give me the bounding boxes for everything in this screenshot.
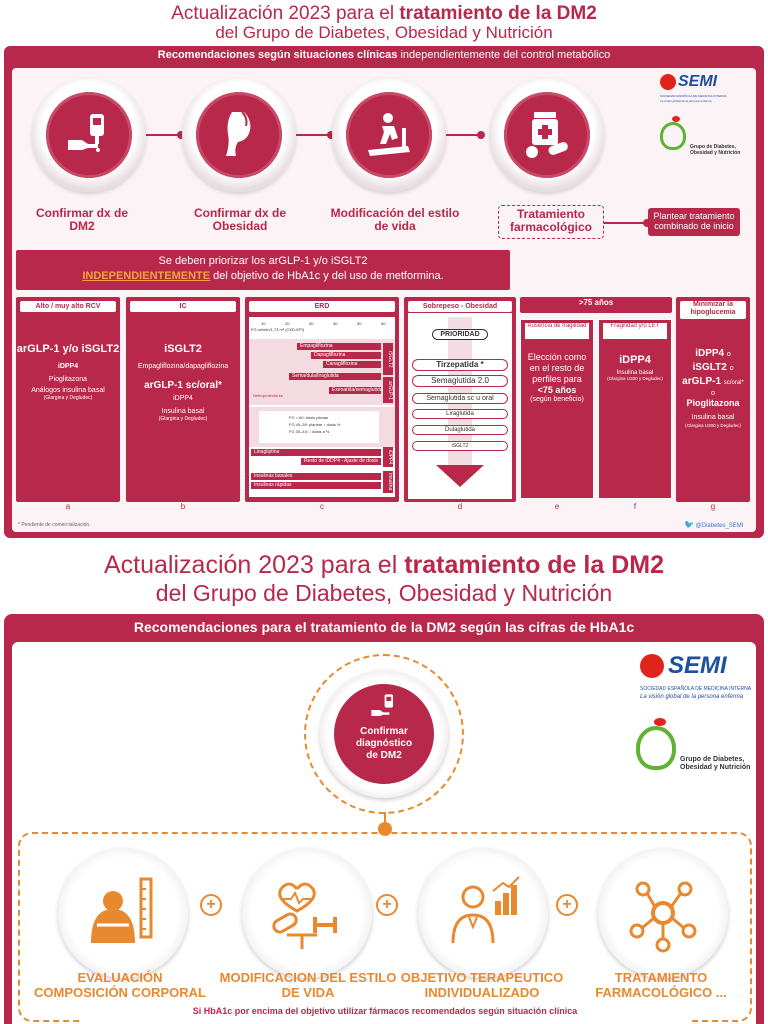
step-circle-lifestyle	[332, 78, 446, 192]
molecule-icon	[623, 873, 703, 953]
drug-semaglutida-2: Semaglutida 2.0	[412, 375, 508, 387]
grupo-logo-top: Grupo de Diabetes, Obesidad y Nutrición	[660, 116, 742, 164]
column-letter-b: b	[180, 502, 186, 511]
top-subtitle: del Grupo de Diabetes, Obesidad y Nutrición	[215, 23, 553, 42]
bottom-panel-heading: Recomendaciones para el tratamiento de la DM2 según las cifras de HbA1c	[133, 619, 635, 635]
drug-tirzepatida: Tirzepatida *	[412, 359, 508, 371]
erd-bar-insulinas-basales: Insulinas basales	[251, 473, 381, 480]
column-letter-d: d	[457, 502, 463, 511]
step-label-pharmacological: Tratamiento farmacológico	[509, 207, 593, 234]
label-pharmacological: TRATAMIENTO FARMACOLÓGICO ...	[595, 970, 727, 1000]
top-title: Actualización 2023 para el tratamiento de la DM2	[171, 3, 597, 24]
lifestyle-icon	[267, 873, 347, 953]
subcolumn-frailty: Fragilidad y/o LET iDPP4 Insulina basal (Glargina U300 y Degludec)	[598, 319, 672, 499]
column-letter-g: g	[710, 502, 716, 511]
semi-red-dot-icon	[640, 654, 664, 678]
column-minimize-hypoglycemia: Minimizar la hipoglucemia iDPP4 o iSGLT2 o arGLP-1 sc/oral* o Pioglitazona Insulina basal (Glargina U300 y Degludec)	[676, 297, 750, 502]
drug-dulaglutida: Dulaglutida	[412, 425, 508, 435]
step-individualized-target	[418, 848, 548, 978]
apple-icon	[636, 726, 676, 770]
step-lifestyle	[242, 848, 372, 978]
column-over-75: >75 años Ausencia de fragilidad Elección como en el resto de perfiles para <75 años (según beneficio) Fragilidad y/o LET iDPP4 Insulina basal (Glargina U300 y Degludec)	[520, 297, 672, 502]
grupo-logo-bottom: Grupo de Diabetes, Obesidad y Nutrición	[636, 716, 756, 786]
label-body-composition: EVALUACIÓN COMPOSICIÓN CORPORAL	[34, 970, 206, 1000]
combined-treatment-note: Plantear tratamiento combinado de inicio	[648, 208, 740, 236]
column-letter-e: e	[554, 502, 560, 511]
step-circle-confirm-obesity	[182, 78, 296, 192]
step-circle-confirm-dm2	[32, 78, 146, 192]
erd-chart: FG ml/min/1,73 m² (CKD-EPI) 10 20 30 40 50 60 Empagliflozina Dapagliflozina Canagliflozina Sema/dula/liraglutida Exenatida/semaglutida Nefroprotectores iSGLT2 arGLP-1 FG > 60: dosis plenas FG 45–59: planear ↓ dosis ½ FG 30–44: ↓ dosis a ½ Linagliptina Resto de iDDP4 - Ajuste de dosis iDPP4 Insulinas basales Insulinas rápidas Insulina	[249, 317, 395, 497]
erd-bar-canagliflozina: Canagliflozina	[323, 361, 381, 368]
step-label-confirm-obesity: Confirmar dx de Obesidad	[193, 206, 286, 233]
semi-logo-bottom: SEMI SOCIEDAD ESPAÑOLA DE MEDICINA INTERNA La visión global de la persona enferma	[640, 652, 752, 700]
subcolumn-no-frailty: Ausencia de fragilidad Elección como en el resto de perfiles para <75 años (según beneficio)	[520, 319, 594, 499]
confirm-diagnosis-circle	[320, 670, 448, 798]
connector-line	[296, 134, 332, 136]
priority-arrow-head	[436, 465, 484, 487]
step-body-composition	[58, 848, 188, 978]
pills-bottle-icon	[522, 110, 572, 160]
drug-liraglutida: Liraglutida	[412, 409, 508, 419]
erd-bar-resto-idpp4: Resto de iDDP4 - Ajuste de dosis	[301, 458, 381, 465]
column-letter-c: c	[320, 502, 324, 511]
tag-arglp1: arGLP-1	[383, 377, 393, 403]
glucometer-hand-icon	[64, 110, 114, 160]
tag-idpp4: iDPP4	[383, 447, 393, 467]
apple-icon	[660, 122, 686, 150]
label-lifestyle: MODIFICACION DEL ESTILO DE VIDA	[219, 970, 397, 1000]
connector-line	[604, 222, 648, 224]
top-panel-heading: Recomendaciones según situaciones clínicas independientemente del control metabólico	[157, 49, 611, 61]
semi-logo-top: SEMI SOCIEDAD ESPAÑOLA DE MEDICINA INTERNA La visión global de la persona enferma	[660, 73, 727, 103]
plus-icon: +	[376, 894, 398, 916]
target-person-icon	[443, 873, 523, 953]
plus-icon: +	[200, 894, 222, 916]
confirm-diagnosis-label: Confirmar diagnóstico de DM2	[355, 726, 413, 761]
erd-bar-linagliptina: Linagliptina	[251, 449, 381, 456]
drug-isglt2: iSGLT2	[412, 441, 508, 451]
step-circle-pharmacological	[490, 78, 604, 192]
obese-body-icon	[214, 110, 264, 160]
priority-banner: Se deben priorizar los arGLP-1 y/o iSGLT2 INDEPENDIENTEMENTE del objetivo de HbA1c y del uso de metformina.	[16, 250, 510, 290]
column-high-cv-risk: Alto / muy alto RCV arGLP-1 y/o iSGLT2 iDPP4 Pioglitazona Análogos insulina basal (Glargina y Degludec)	[16, 297, 120, 502]
step-pharmacological-bottom	[598, 848, 728, 978]
tag-isglt2: iSGLT2	[383, 343, 393, 375]
tag-insulina: Insulina	[383, 471, 393, 493]
gfr-scale-label: FG ml/min/1,73 m² (CKD-EPI)	[251, 327, 305, 332]
twitter-handle[interactable]: 🐦 @Diabetes_SEMI	[684, 520, 744, 529]
column-kidney-disease: ERD FG ml/min/1,73 m² (CKD-EPI) 10 20 30 40 50 60 Empagliflozina Dapagliflozina Canagliflozina Sema/dula/liraglutida Exenatida/semaglutida Nefroprotectores iSGLT2 arGLP-1 FG > 60: dosis plenas FG 45–59: planear ↓ dosis ½ FG 30–44: ↓ dosis a ½ Linagliptina Resto de iDDP4 - Ajuste de dosis iDPP4 Insulinas basales Insulinas rápidas Insulina	[245, 297, 399, 502]
step-label-lifestyle: Modificación del estilo de vida	[330, 206, 460, 233]
twitter-bird-icon: 🐦	[684, 520, 694, 529]
column-letter-f: f	[633, 502, 637, 511]
footnote: * Pendiente de comercialización.	[18, 522, 91, 528]
semi-red-dot-icon	[660, 74, 676, 90]
label-individualized-target: OBJETIVO TERAPEUTICO INDIVIDUALIZADO	[400, 970, 564, 1000]
bottom-subtitle: del Grupo de Diabetes, Obesidad y Nutrición	[155, 580, 613, 606]
connector-line	[446, 134, 482, 136]
connector-line	[146, 134, 182, 136]
column-heart-failure: IC iSGLT2 Empagliflozina/dapagliflozina arGLP-1 sc/oral* iDPP4 Insulina basal (Glargina y Degludec)	[126, 297, 240, 502]
erd-bar-sema-dula-lira: Sema/dula/liraglutida	[289, 373, 381, 380]
column-letter-a: a	[65, 502, 71, 511]
erd-bar-exenatida: Exenatida/semaglutida	[329, 387, 381, 394]
erd-bar-empagliflozina: Empagliflozina	[297, 343, 381, 350]
bottom-footer-bar: Si HbA1c por encima del objetivo utilizar fármacos recomendados según situación clínica	[80, 1004, 690, 1024]
plus-icon: +	[556, 894, 578, 916]
column-overweight-obesity: Sobrepeso - Obesidad PRIORIDAD Tirzepatida * Semaglutida 2.0 Semaglutida sc u oral Liraglutida Dulaglutida iSGLT2	[404, 297, 516, 502]
treadmill-icon	[364, 110, 414, 160]
priority-label: PRIORIDAD	[432, 329, 488, 340]
step-label-confirm-dm2: Confirmar dx de DM2	[35, 206, 128, 233]
body-composition-icon	[83, 873, 163, 953]
glucometer-hand-icon	[369, 692, 399, 722]
erd-bar-dapagliflozina: Dapagliflozina	[311, 352, 381, 359]
erd-bar-insulinas-rapidas: Insulinas rápidas	[251, 482, 381, 489]
bottom-title: Actualización 2023 para el tratamiento de la DM2	[104, 551, 664, 579]
drug-semaglutida-sc-oral: Semaglutida sc u oral	[412, 393, 508, 404]
